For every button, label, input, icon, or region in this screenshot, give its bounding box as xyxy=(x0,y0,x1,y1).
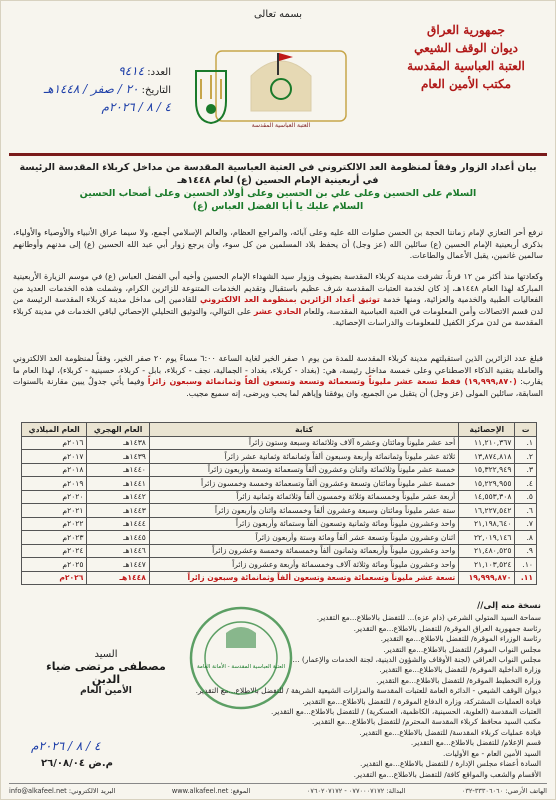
title-line-3: السلام على الحسين وعلى علي بن الحسين وعلى أولاد الحسين وعلى أصحاب الحسين xyxy=(79,188,477,199)
table-row xyxy=(22,477,537,491)
signature-title: السيد xyxy=(94,649,118,660)
org-header xyxy=(391,21,541,93)
footer-email xyxy=(9,787,115,795)
row-written: واحد وعشرون مليوناً ومائة وثلاثة آلاف وخمسمائة وأربعة وعشرون زائراً xyxy=(149,558,458,572)
row-index: ١. xyxy=(515,436,537,450)
row-index: ٦. xyxy=(515,504,537,518)
row-hijri-year: ١٤٤١هـ xyxy=(87,477,149,491)
copy-recipient: رئاسة جمهورية العراق الموقرة/ للتفضل بالاطلاع...مع التقدير. xyxy=(353,623,541,633)
paragraph-service-text-b: للقادمين إلى مداخل مدينة كربلاء المقدسة الرئيسة من لدن قسم الاتصالات وأمن المعلومات في العتبة العباسية المقدسة، وللعام xyxy=(13,295,544,316)
copy-recipient: قيادة العمليات المشتركة، وزارة الدفاع الموقرة / للتفضل بالاطلاع...مع التقدير. xyxy=(302,696,541,706)
paragraph-count-text-b: وفيما يأتي جدولٌ يبين مقارنة بالسنوات السابقة، سائلين المولى (عز وجل) أن يتقبل من الجميع، وان يوفقنا وإياهم لما يحب ويرضى، إنه سميع مجيب. xyxy=(13,377,543,398)
copy-recipient: قسم الإعلام/ للتفضل بالاطلاع...مع التقدير. xyxy=(410,738,541,748)
table-row xyxy=(22,544,537,558)
paragraph-service xyxy=(13,271,543,329)
row-statistic: ١٦,٢٢٧,٥٤٢ xyxy=(459,504,515,518)
row-gregorian-year: ٢٠١٨م xyxy=(22,463,87,477)
date-row xyxy=(21,81,171,99)
row-written: أحد عشر مليوناً ومائتان وعشرة آلاف وثلاثمائة وسبعة وستون زائراً xyxy=(149,436,458,450)
number-label: العدد: xyxy=(147,67,171,78)
header-divider xyxy=(9,153,547,156)
row-statistic: ١٥,٣٢٢,٩٤٩ xyxy=(459,463,515,477)
row-index: ١١. xyxy=(515,571,537,585)
table-row xyxy=(22,517,537,531)
copy-recipient: السيد الأمين العام - مع الأوليات. xyxy=(443,748,541,758)
row-hijri-year: ١٤٤٣هـ xyxy=(87,504,149,518)
row-index: ٨. xyxy=(515,531,537,545)
row-hijri-year: ١٤٤٨هـ xyxy=(87,571,149,585)
date-hijri: ٢٠ / صفر / ١٤٤٨هـ xyxy=(43,82,139,96)
bismillah: بسمه تعالى xyxy=(253,9,303,20)
signature-name: مصطفى مرتضى ضياء الدين xyxy=(46,660,166,686)
paragraph-count-text-a: فبلغ عدد الزائرين الذين استقبلتهم مدينة كربلاء المقدسة للمدة من يوم ١ صفر الخير لغاية الساعة ٦:٠٠ مساءً يوم ٢٠ صفر الخير، وفقاً لمنظومة العد الالكتروني والعاملة بتقنية الذكاء الاصطناعي وعلى خمسة مداخل رئيسة، هي: (بغداد - كربلاء، بغداد - الجمالية، نجف - كربلاء، بابل - كربلاء، حسينية - كربلاء)، لهذا العام ما يقارب: xyxy=(13,354,544,386)
visitor-total-highlight: (١٩,٩٩٩,٨٧٠) فقط تسعة عشر مليوناً وتسعمائة وتسعة وتسعون ألفاً وثمانمائة وسبعون زائراً xyxy=(147,377,517,386)
org-line-4: مكتب الأمين العام xyxy=(420,77,512,91)
col-written: كتابة xyxy=(149,423,458,437)
row-hijri-year: ١٤٤٠هـ xyxy=(87,463,149,477)
table-row xyxy=(22,463,537,477)
row-gregorian-year: ٢٠١٦م xyxy=(22,436,87,450)
stamp-text: العتبة العباسية المقدسة - الأمانة العامة xyxy=(196,664,286,670)
paragraph-condolence: نرفع أحر التعازي لإمام زماننا الحجة بن الحسن صلوات الله عليه وعلى آبائه، والمراجع العظام، والعالم الإسلامي أجمع، ولا سيما عراق الأنبياء والأوصياء والأولياء، بذكرى أربعينية الإمام الحسين (ع) سائلين الله (عز وجل) أن يحفظ بلاد المسلمين من كل سوء، وأن يرجع زوار أبي عبد الله الحسين (ع) إلى مدنهم وأوطانهم سالمين غانمين، يقبل الأعمال والطاعات. xyxy=(13,228,543,260)
row-statistic: ١١,٢١٠,٣٦٧ xyxy=(459,436,515,450)
paragraph-service-text-c: على التوالي، والتوثيق التحليلي الإحصائي لباقي الخدمات في مدينة كربلاء المقدسة من لدن مركز الكفيل للمعلومات والدراسات الإحصائية. xyxy=(13,306,543,327)
org-line-2: ديوان الوقف الشيعي xyxy=(414,41,518,55)
row-index: ٢. xyxy=(515,450,537,464)
col-gregorian-year: العام الميلادي xyxy=(22,423,87,437)
row-index: ٥. xyxy=(515,490,537,504)
footer-phone: الهاتف الأرضي: ٣٣٣٠٦٠٦٠-٠٣٢ xyxy=(461,787,547,795)
copy-recipient: رئاسة الوزراء الموقرة/ للتفضل بالاطلاع...مع التقدير. xyxy=(380,634,541,644)
copy-recipient: ديوان الوقف الشيعي - الدائرة العامة للعتبات المقدسة والمزارات الشيعية الشريفة / للتفضل بالاطلاع...مع التقدير. xyxy=(195,686,541,696)
footer-site-label: الموقع: xyxy=(230,787,251,795)
row-statistic: ١٥,٢٢٩,٩٥٥ xyxy=(459,477,515,491)
footer-email-label: البريد الالكتروني: xyxy=(68,787,116,795)
row-index: ٩. xyxy=(515,544,537,558)
copy-recipient: مجلس النواب العراقي (لجنة الأوقاف والشؤون الدينية، لجنة الخدمات والإعمار) ... xyxy=(292,655,541,665)
copy-recipient: العتبات المقدسة (العلوية، الحسينية، الكاظمية، العسكرية) / للتفضل بالاطلاع...مع التقدير. xyxy=(270,707,541,717)
row-statistic: ١٤,٥٥٣,٣٠٨ xyxy=(459,490,515,504)
table-row xyxy=(22,558,537,572)
paragraph-service-text-a: وكعادتها منذ أكثر من ١٢ قرناً، تشرفت مدينة كربلاء المقدسة بضيوف وزوار سيد الشهداء الإمام الحسين وأخيه أبي الفضل العباس (ع) في موسم الزيارة الأربعينية المباركة لهذا العام ١٤٤٨هـ، إذ كان لخدمة العتبات المقدسة شرف عظيم باستقبال وتقديم الخدمات المتنوعة للزائرين الكرام، وشملت هذه الخدمات العديد من الفعاليات الطبية والخدمية والعزائية، ومنها خدمة xyxy=(13,272,544,304)
copy-recipient: مجلس النواب الموقر/ للتفضل بالاطلاع...مع التقدير. xyxy=(383,644,541,654)
row-gregorian-year: ٢٠٢٦م xyxy=(22,571,87,585)
row-hijri-year: ١٤٤٤هـ xyxy=(87,517,149,531)
title-line-1: بيان أعداد الزوار وفقاً لمنظومة العد الالكتروني في العتبة العباسية المقدسة من مداخل كربلاء المقدسة الرئيسة xyxy=(19,162,537,173)
org-line-3: العتبة العباسية المقدسة xyxy=(407,59,525,73)
row-written: واحد وعشرون مليوناً ومائة وثمانية وتسعون ألفاً وستمائة وأربعون زائراً xyxy=(149,517,458,531)
row-written: خمسة عشر مليوناً ومائتان وتسعة وعشرون ألفاً وتسعمائة وخمسة وخمسون زائراً xyxy=(149,477,458,491)
col-statistic: الإحصائية xyxy=(459,423,515,437)
row-hijri-year: ١٤٤٧هـ xyxy=(87,558,149,572)
row-gregorian-year: ٢٠٢٠م xyxy=(22,490,87,504)
row-index: ١٠. xyxy=(515,558,537,572)
col-index: ت xyxy=(515,423,537,437)
row-written: ثلاثة عشر مليوناً وثمانمائة وأربعة وسبعون ألفاً وثمانمائة وثمانية عشر زائراً xyxy=(149,450,458,464)
row-gregorian-year: ٢٠٢٤م xyxy=(22,544,87,558)
col-hijri-year: العام الهجري xyxy=(87,423,149,437)
row-statistic: ١٣,٨٧٤,٨١٨ xyxy=(459,450,515,464)
footer-mobile: البدالة: ٠٧٧٠٠٠٧١٧٢ - ٠٧٦٠٢٠٧١٧٢ xyxy=(306,787,406,795)
row-hijri-year: ١٤٤٥هـ xyxy=(87,531,149,545)
title-line-4: السلام عليك يا أبا الفضل العباس (ع) xyxy=(192,201,364,212)
row-gregorian-year: ٢٠٢٣م xyxy=(22,531,87,545)
paragraph-service-year-highlight: الحادي عشر xyxy=(253,306,302,316)
row-index: ٣. xyxy=(515,463,537,477)
org-line-1: جمهورية العراق xyxy=(427,23,505,37)
copy-recipient: قيادة عمليات كربلاء المقدسة/ للتفضل بالاطلاع...مع التقدير. xyxy=(359,727,541,737)
row-gregorian-year: ٢٠١٩م xyxy=(22,477,87,491)
row-hijri-year: ١٤٣٨هـ xyxy=(87,436,149,450)
row-written: واحد وعشرون مليوناً وأربعمائة وثمانون ألفاً وخمسمائة وخمسة وعشرون زائراً xyxy=(149,544,458,558)
official-stamp xyxy=(186,603,296,713)
row-written: أربعة عشر مليوناً وخمسمائة وثلاثة وخمسون ألفاً وثلاثمائة وثمانية زائراً xyxy=(149,490,458,504)
row-hijri-year: ١٤٣٩هـ xyxy=(87,450,149,464)
row-hijri-year: ١٤٤٦هـ xyxy=(87,544,149,558)
row-gregorian-year: ٢٠٢٥م xyxy=(22,558,87,572)
number-value: ٩٤١٤ xyxy=(118,64,145,78)
copy-recipient: السادة أعضاء مجلس الإدارة / للتفضل بالاطلاع...مع التقدير. xyxy=(360,759,541,769)
row-index: ٧. xyxy=(515,517,537,531)
row-gregorian-year: ٢٠٢٢م xyxy=(22,517,87,531)
statistics-table xyxy=(21,422,537,585)
reference-block xyxy=(21,63,171,115)
paragraph-service-highlight: توثيق أعداد الزائرين بمنظومة العد الالكتروني xyxy=(200,295,380,304)
statement-title xyxy=(9,161,547,213)
title-line-2: في أربعينية الإمام الحسين (ع) لعام ١٤٤٨هـ xyxy=(177,175,379,186)
table-row xyxy=(22,531,537,545)
table-row xyxy=(22,571,537,585)
date-label: التاريخ: xyxy=(141,85,171,96)
signature-role: الأمين العام xyxy=(80,686,132,696)
row-hijri-year: ١٤٤٢هـ xyxy=(87,490,149,504)
copies-title: نسخة منه إلى// xyxy=(477,601,541,611)
reference-code: م.ض ٢٦/٠٨/٠٤ xyxy=(41,758,113,769)
table-row xyxy=(22,504,537,518)
row-statistic: ٢٢,٠١٩,١٤٦ xyxy=(459,531,515,545)
table-row xyxy=(22,436,537,450)
row-gregorian-year: ٢٠٢١م xyxy=(22,504,87,518)
row-written: تسعة عشر مليوناً وتسعمائة وتسعة وتسعون ألفاً وثمانمائة وسبعون زائراً xyxy=(149,571,458,585)
table-header-row xyxy=(22,423,537,437)
row-statistic: ١٩,٩٩٩,٨٧٠ xyxy=(459,571,515,585)
footer-site xyxy=(172,787,251,795)
footer-site-link[interactable]: www.alkafeel.net xyxy=(171,787,229,795)
row-statistic: ٢١,١٠٣,٥٢٤ xyxy=(459,558,515,572)
copy-recipient: وزارة الداخلية الموقرة/ للتفضل بالاطلاع...مع التقدير. xyxy=(379,665,541,675)
copy-recipient: سماحة السيد المتولي الشرعي (دام عزه)... للتفضل بالاطلاع...مع التقدير. xyxy=(316,613,541,623)
row-statistic: ٢١,٤٨٠,٥٢٥ xyxy=(459,544,515,558)
footer-email-link[interactable]: info@alkafeel.net xyxy=(9,787,67,795)
date-gregorian: ٤ / ٨ / ٢٠٢٦م xyxy=(101,100,171,114)
table-row xyxy=(22,450,537,464)
row-index: ٤. xyxy=(515,477,537,491)
copy-recipient: وزارة التخطيط الموقرة/ للتفضل بالاطلاع...مع التقدير. xyxy=(376,675,541,685)
signature-date: ٤ / ٨ / ٢٠٢٦م xyxy=(31,739,101,753)
row-written: خمسة عشر مليوناً وثلاثمائة واثنان وعشرون ألفاً وتسعمائة وتسعة وأربعون زائراً xyxy=(149,463,458,477)
number-row xyxy=(21,63,171,81)
row-gregorian-year: ٢٠١٧م xyxy=(22,450,87,464)
signature-block xyxy=(31,649,181,696)
hand-emblem-icon xyxy=(181,61,241,131)
row-statistic: ٢١,١٩٨,٦٤٠ xyxy=(459,517,515,531)
copy-recipient: الأقسام والشعب والمواقع كافة/ للتفضل بالاطلاع...مع التقدير. xyxy=(353,769,541,779)
row-written: ستة عشر مليوناً ومائتان وسبعة وعشرون ألفاً وخمسمائة واثنان وأربعون زائراً xyxy=(149,504,458,518)
emblem-text: العتبة العباسية المقدسة xyxy=(251,122,311,129)
footer xyxy=(9,783,547,795)
table-row xyxy=(22,490,537,504)
paragraph-count xyxy=(13,353,543,399)
copy-recipient: مكتب السيد محافظ كربلاء المقدسة المحترم/ للتفضل بالاطلاع...مع التقدير. xyxy=(312,717,541,727)
row-written: اثنان وعشرون مليوناً وتسعة عشر ألفاً ومائة وستة وأربعون زائراً xyxy=(149,531,458,545)
